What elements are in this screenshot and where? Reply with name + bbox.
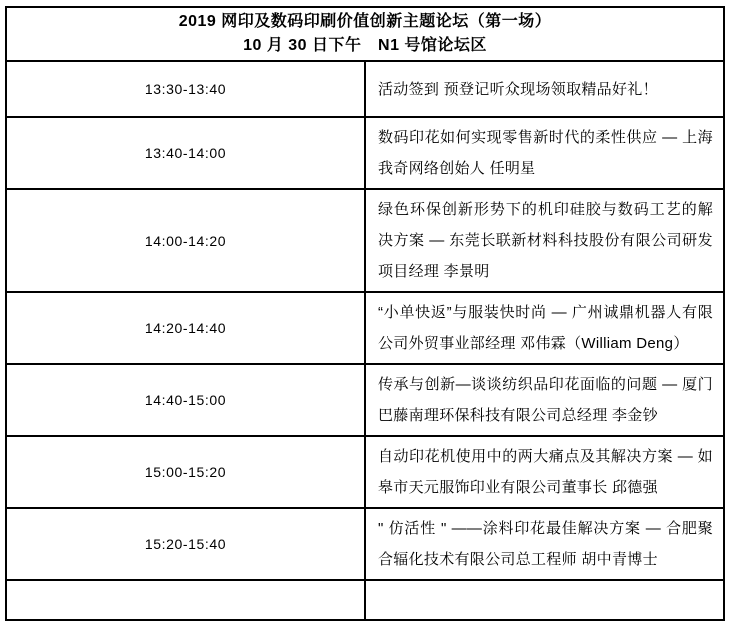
time-slot: 15:00-15:20 <box>6 436 365 508</box>
table-row <box>6 436 724 508</box>
table-row <box>6 117 724 189</box>
session-description <box>365 580 724 620</box>
agenda-table <box>5 6 725 621</box>
session-description: 传承与创新—谈谈纺织品印花面临的问题 — 厦门巴藤南理环保科技有限公司总经理 李金钞 <box>365 364 724 436</box>
time-slot <box>6 580 365 620</box>
table-row <box>6 189 724 292</box>
time-slot: 13:30-13:40 <box>6 61 365 117</box>
header-row <box>6 7 724 61</box>
forum-date-venue: 10 月 30 日下午 N1 号馆论坛区 <box>243 37 487 54</box>
time-slot: 14:40-15:00 <box>6 364 365 436</box>
table-row <box>6 292 724 364</box>
table-header <box>6 7 724 61</box>
table-row <box>6 61 724 117</box>
session-description: 数码印花如何实现零售新时代的柔性供应 — 上海我奇网络创始人 任明星 <box>365 117 724 189</box>
session-description: 活动签到 预登记听众现场领取精品好礼！ <box>365 61 724 117</box>
agenda-document <box>5 6 725 621</box>
time-slot: 14:00-14:20 <box>6 189 365 292</box>
session-description: 自动印花机使用中的两大痛点及其解决方案 — 如皋市天元服饰印业有限公司董事长 邱德强 <box>365 436 724 508</box>
table-row-partial <box>6 580 724 620</box>
session-description: 绿色环保创新形势下的机印硅胶与数码工艺的解决方案 — 东莞长联新材料科技股份有限公司研发项目经理 李景明 <box>365 189 724 292</box>
table-row <box>6 364 724 436</box>
time-slot: 13:40-14:00 <box>6 117 365 189</box>
session-description: “小单快返”与服装快时尚 — 广州诚鼎机器人有限公司外贸事业部经理 邓伟霖（William Deng） <box>365 292 724 364</box>
session-description: " 仿活性 " ——涂料印花最佳解决方案 — 合肥聚合辐化技术有限公司总工程师 胡中青博士 <box>365 508 724 580</box>
time-slot: 14:20-14:40 <box>6 292 365 364</box>
time-slot: 15:20-15:40 <box>6 508 365 580</box>
table-row <box>6 508 724 580</box>
forum-title: 2019 网印及数码印刷价值创新主题论坛（第一场） <box>178 13 552 30</box>
